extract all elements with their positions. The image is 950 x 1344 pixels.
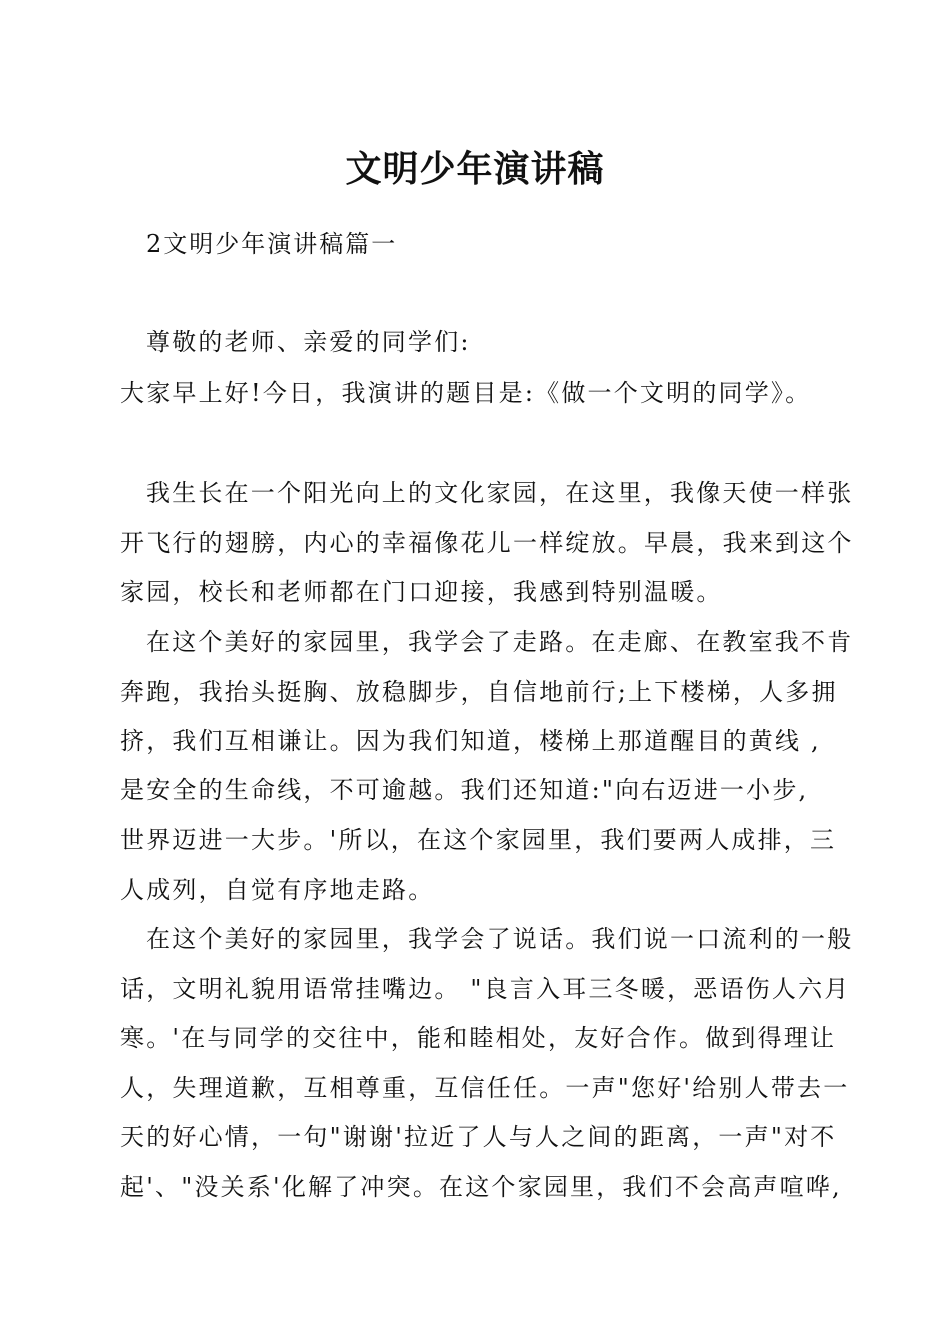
text-line: 挤，我们互相谦让。因为我们知道，楼梯上那道醒目的黄线 , (120, 727, 821, 755)
text-line: 人成列，自觉有序地走路。 (120, 876, 435, 904)
document-subtitle: 2文明少年演讲稿篇一 (146, 230, 398, 258)
text-line: 我生长在一个阳光向上的文化家园，在这里，我像天使一样张 (146, 479, 854, 507)
text-line: 天的好心情，一句"谢谢'拉近了人与人之间的距离，一声"对不 (120, 1123, 837, 1151)
text-line: 寒。'在与同学的交往中，能和睦相处，友好合作。做到得理让 (120, 1024, 837, 1052)
text-line: 起'、"没关系'化解了冲突。在这个家园里，我们不会高声喧哗, (120, 1173, 842, 1201)
document-title: 文明少年演讲稿 (345, 149, 605, 190)
text-line: 家园，校长和老师都在门口迎接，我感到特别温暖。 (120, 578, 723, 606)
text-line: 世界迈进一大步。'所以，在这个家园里，我们要两人成排，三 (120, 826, 837, 854)
text-line: 人，失理道歉，互相尊重，互信任任。一声"您好'给别人带去一 (120, 1074, 850, 1102)
text-line: 在这个美好的家园里，我学会了走路。在走廊、在教室我不肯 (146, 628, 854, 656)
text-line: 是安全的生命线，不可逾越。我们还知道:"向右迈进一小步, (120, 776, 809, 804)
text-line: 奔跑，我抬头挺胸、放稳脚步，自信地前行;上下楼梯，人多拥 (120, 678, 838, 706)
text-line: 开飞行的翅膀，内心的幸福像花儿一样绽放。早晨，我来到这个 (120, 529, 854, 557)
text-line: 在这个美好的家园里，我学会了说话。我们说一口流利的一般 (146, 925, 854, 953)
text-line: 尊敬的老师、亲爱的同学们: (146, 328, 471, 356)
text-line: 大家早上好!今日，我演讲的题目是:《做一个文明的同学》。 (120, 379, 812, 407)
text-line: 话，文明礼貌用语常挂嘴边。 "良言入耳三冬暖，恶语伤人六月 (120, 975, 851, 1003)
